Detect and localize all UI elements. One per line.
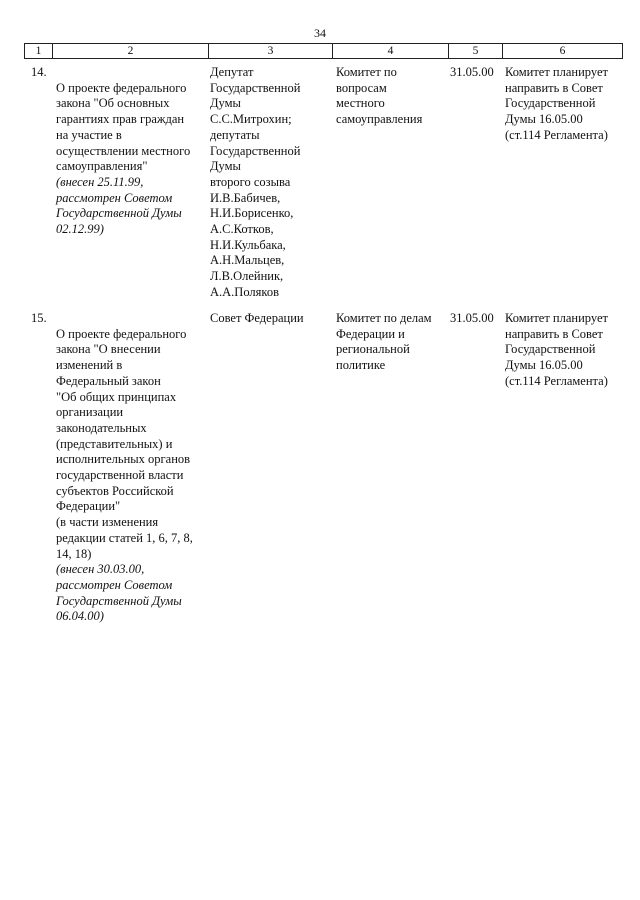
bill-author: Совет Федерации (210, 311, 304, 325)
deadline-date: 31.05.00 (450, 311, 494, 325)
bill-title-cell (56, 65, 204, 253)
column-header-1: 1 (25, 44, 53, 59)
bill-title: О проекте федерального закона "Об основных гарантиях прав граждан на участие в осуществлении местного самоуправления" (56, 80, 191, 174)
column-number-header (24, 43, 623, 59)
row-number: 14. (31, 65, 47, 79)
bill-note: (внесен 25.11.99, рассмотрен Советом Государственной Думы 02.12.99) (56, 174, 182, 237)
row-number: 15. (31, 311, 47, 325)
column-header-6: 6 (503, 44, 623, 59)
committee-action: Комитет планирует направить в Совет Государственной Думы 16.05.00 (ст.114 Регламента) (505, 65, 608, 142)
bill-title: О проекте федерального закона "О внесении изменений в Федеральный закон "Об общих принципах организации законодательных (представительных) и исполнительных органов государственной власти субъектов Российской Федерации" (в части изменения редакции статей 1, 6, 7, 8, 14, 18) (56, 326, 193, 561)
page-number: 34 (314, 26, 326, 40)
deadline-date: 31.05.00 (450, 65, 494, 79)
responsible-committee: Комитет по вопросам местного самоуправления (336, 65, 423, 127)
bill-title-cell (56, 311, 204, 641)
bill-note: (внесен 30.03.00, рассмотрен Советом Государственной Думы 06.04.00) (56, 562, 182, 624)
column-header-5: 5 (449, 44, 503, 59)
column-header-2: 2 (53, 44, 209, 59)
committee-action: Комитет планирует направить в Совет Государственной Думы 16.05.00 (ст.114 Регламента) (505, 311, 608, 388)
bill-author: Депутат Государственной Думы С.С.Митрохин; депутаты Государственной Думы второго созыва И.В.Бабичев, Н.И.Борисенко, А.С.Котков, Н.И.Кульбака, А.Н.Мальцев, Л.В.Олейник, А.А.Поляков (210, 65, 301, 299)
column-header-3: 3 (209, 44, 333, 59)
responsible-committee: Комитет по делам Федерации и региональной политике (336, 311, 432, 373)
column-header-4: 4 (333, 44, 449, 59)
